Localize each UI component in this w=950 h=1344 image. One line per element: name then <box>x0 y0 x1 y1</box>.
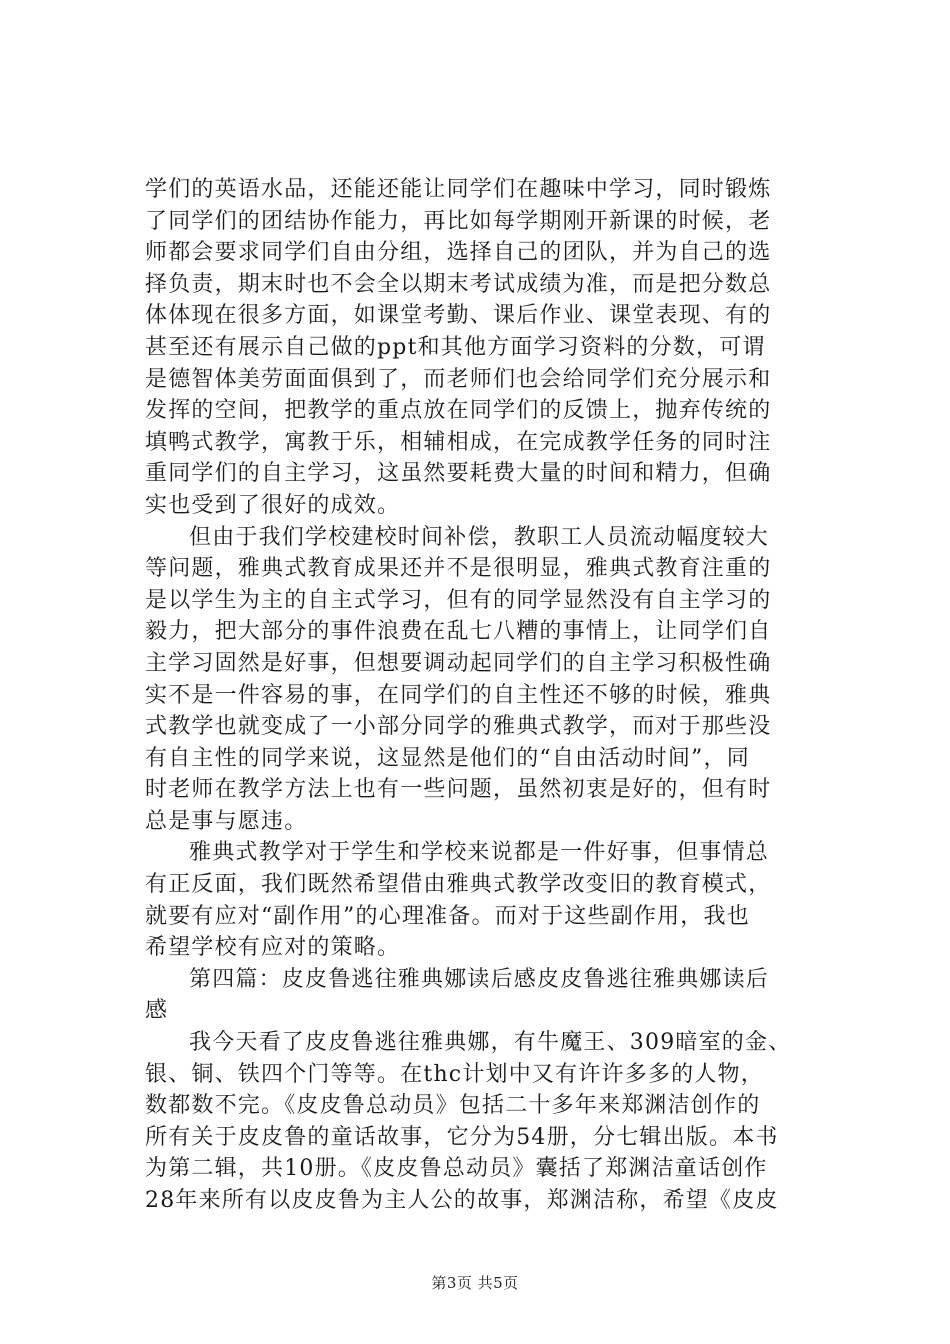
text-line: 为第二辑，共10册。《皮皮鲁总动员》囊括了郑渊洁童话创作 <box>145 1156 768 1182</box>
page-number-footer: 第3页 共5页 <box>431 1274 519 1292</box>
text-line: 填鸭式教学，寓教于乐，相辅相成，在完成教学任务的同时注 <box>145 429 772 455</box>
text-line: 实也受到了很好的成效。 <box>145 492 401 518</box>
text-line: 等问题，雅典式教育成果还并不是很明显，雅典式教育注重的 <box>145 556 772 582</box>
text-line: 式教学也就变成了一小部分同学的雅典式教学，而对于那些没 <box>145 714 772 740</box>
text-line: 毅力，把大部分的事件浪费在乱七八糟的事情上，让同学们自 <box>145 619 772 645</box>
text-line: 第四篇：皮皮鲁逃往雅典娜读后感皮皮鲁逃往雅典娜读后 <box>189 966 770 992</box>
text-line: 有正反面，我们既然希望借由雅典式教学改变旧的教育模式， <box>145 872 772 898</box>
text-line: 时老师在教学方法上也有一些问题，虽然初衷是好的，但有时 <box>145 777 772 803</box>
text-line: 学们的英语水品，还能还能让同学们在趣味中学习，同时锻炼 <box>145 177 772 202</box>
text-line: 重同学们的自主学习，这虽然要耗费大量的时间和精力，但确 <box>145 461 772 487</box>
text-line: 总是事与愿违。 <box>145 808 308 834</box>
text-line: 银、铜、铁四个门等等。在thc计划中又有许许多多的人物， <box>145 1061 764 1087</box>
text-line: 数都数不完。《皮皮鲁总动员》包括二十多年来郑渊洁创作的 <box>145 1093 761 1119</box>
text-line: 就要有应对“副作用”的心理准备。而对于这些副作用，我也 <box>145 903 750 929</box>
text-line: 所有关于皮皮鲁的童话故事，它分为54册，分七辑出版。本书 <box>145 1124 779 1150</box>
text-line: 择负责，期末时也不会全以期末考试成绩为准，而是把分数总 <box>145 271 772 297</box>
text-line: 甚至还有展示自己做的ppt和其他方面学习资料的分数，可谓 <box>145 334 766 360</box>
document-body <box>145 174 835 1217</box>
text-line: 感 <box>145 998 169 1024</box>
text-line: 发挥的空间，把教学的重点放在同学们的反馈上，抛弃传统的 <box>145 398 772 424</box>
text-line: 实不是一件容易的事，在同学们的自主性还不够的时候，雅典 <box>145 682 772 708</box>
text-line: 主学习固然是好事，但想要调动起同学们的自主学习积极性确 <box>145 650 772 676</box>
text-line: 体体现在很多方面，如课堂考勤、课后作业、课堂表现、有的 <box>145 303 772 329</box>
text-line: 我今天看了皮皮鲁逃往雅典娜，有牛魔王、309暗室的金、 <box>189 1030 792 1056</box>
text-line: 但由于我们学校建校时间补偿，教职工人员流动幅度较大 <box>189 524 770 550</box>
text-line: 了同学们的团结协作能力，再比如每学期刚开新课的时候，老 <box>145 208 772 234</box>
text-line: 是德智体美劳面面俱到了，而老师们也会给同学们充分展示和 <box>145 366 772 392</box>
text-line: 28年来所有以皮皮鲁为主人公的故事，郑渊洁称，希望《皮皮 <box>145 1188 779 1213</box>
text-line: 是以学生为主的自主式学习，但有的同学显然没有自主学习的 <box>145 587 772 613</box>
text-line: 雅典式教学对于学生和学校来说都是一件好事，但事情总 <box>189 840 770 866</box>
text-line: 希望学校有应对的策略。 <box>145 935 401 961</box>
text-line: 有自主性的同学来说，这显然是他们的“自由活动时间”，同 <box>145 745 750 771</box>
text-line: 师都会要求同学们自由分组，选择自己的团队，并为自己的选 <box>145 240 772 266</box>
